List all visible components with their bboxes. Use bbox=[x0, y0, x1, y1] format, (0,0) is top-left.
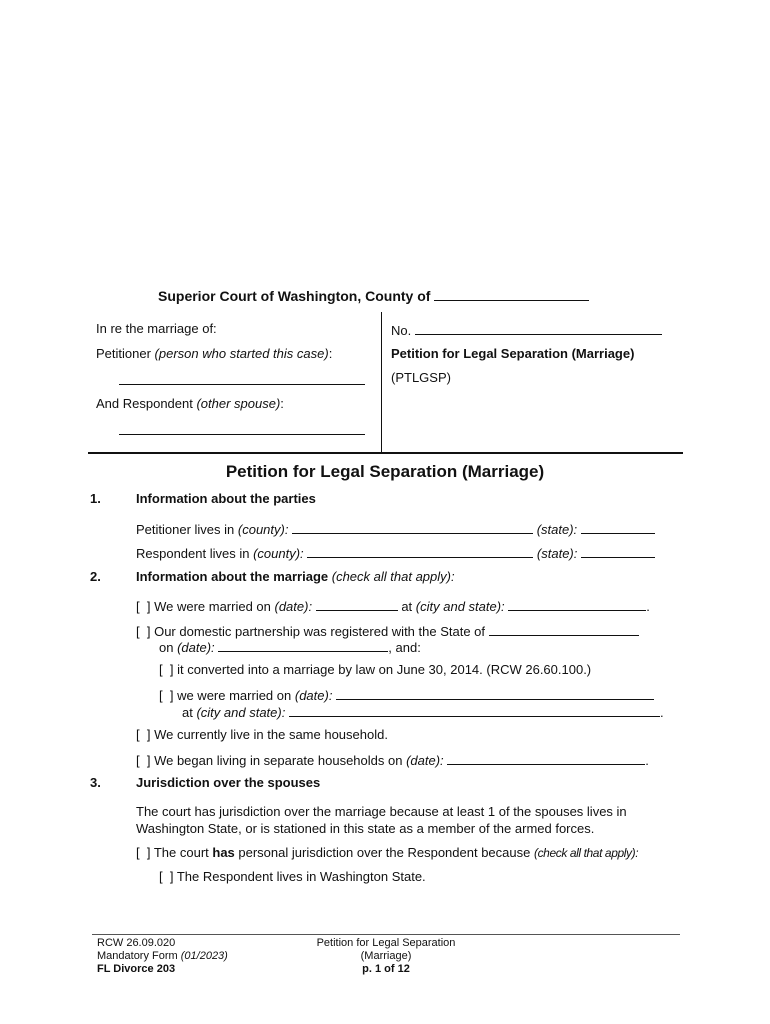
petitioner-residence-line: Petitioner lives in (county): (state): bbox=[136, 520, 655, 537]
same-household-option: [ ] We currently live in the same household. bbox=[136, 727, 388, 742]
we-married-place-field[interactable] bbox=[289, 703, 660, 717]
footer-center: Petition for Legal Separation (Marriage) p. 1 of 12 bbox=[286, 937, 486, 976]
section-2-number: 2. bbox=[90, 569, 101, 584]
checkbox[interactable]: [ ] bbox=[136, 624, 151, 639]
checkbox[interactable]: [ ] bbox=[159, 662, 174, 677]
marriage-place-field[interactable] bbox=[508, 597, 646, 611]
separate-households-option: [ ] We began living in separate households on (date): . bbox=[136, 753, 649, 768]
petitioner-label: Petitioner (person who started this case): bbox=[96, 346, 333, 361]
we-married-place-line: at (city and state): . bbox=[182, 705, 664, 720]
section-1-heading: Information about the parties bbox=[136, 491, 316, 506]
county-blank[interactable] bbox=[434, 287, 589, 301]
petitioner-county-field[interactable] bbox=[292, 520, 533, 534]
checkbox[interactable]: [ ] bbox=[136, 599, 151, 614]
caption-doc-code: (PTLGSP) bbox=[391, 370, 451, 385]
domestic-partnership-date-line: on (date): , and: bbox=[159, 640, 421, 655]
section-3-number: 3. bbox=[90, 775, 101, 790]
dp-state-field[interactable] bbox=[489, 622, 639, 636]
respondent-lives-wa-option: [ ] The Respondent lives in Washington State. bbox=[159, 869, 426, 884]
checkbox[interactable]: [ ] bbox=[136, 753, 151, 768]
respondent-state-field[interactable] bbox=[581, 544, 655, 558]
separation-date-field[interactable] bbox=[447, 751, 645, 765]
section-2-heading: Information about the marriage (check all that apply): bbox=[136, 569, 455, 584]
dp-date-field[interactable] bbox=[218, 638, 388, 652]
marriage-date-field[interactable] bbox=[316, 597, 398, 611]
page-number: p. 1 of 12 bbox=[362, 963, 410, 975]
checkbox[interactable]: [ ] bbox=[159, 688, 174, 703]
in-re-label: In re the marriage of: bbox=[96, 321, 217, 336]
checkbox[interactable]: [ ] bbox=[159, 869, 174, 884]
case-number: No. bbox=[391, 321, 662, 338]
page-title: Petition for Legal Separation (Marriage) bbox=[225, 462, 545, 481]
respondent-name-field[interactable] bbox=[119, 434, 365, 435]
jurisdiction-paragraph-line-1: The court has jurisdiction over the marriage because at least 1 of the spouses lives in bbox=[136, 804, 627, 819]
we-married-date-field[interactable] bbox=[336, 686, 654, 700]
petitioner-name-field[interactable] bbox=[119, 384, 365, 385]
married-on-option: [ ] We were married on (date): at (city and state): . bbox=[136, 599, 650, 614]
petitioner-state-field[interactable] bbox=[581, 520, 655, 534]
checkbox[interactable]: [ ] bbox=[136, 845, 151, 860]
court-title: Superior Court of Washington, County of bbox=[158, 287, 589, 304]
we-married-option: [ ] we were married on (date): bbox=[159, 686, 654, 703]
respondent-label: And Respondent (other spouse): bbox=[96, 396, 284, 411]
footer-left: RCW 26.09.020 Mandatory Form (01/2023) FL Divorce 203 bbox=[97, 937, 228, 975]
respondent-county-field[interactable] bbox=[307, 544, 533, 558]
section-3-heading: Jurisdiction over the spouses bbox=[136, 775, 321, 790]
respondent-residence-line: Respondent lives in (county): (state): bbox=[136, 544, 655, 561]
jurisdiction-paragraph-line-2: Washington State, or is stationed in this state as a member of the armed forces. bbox=[136, 821, 595, 836]
section-1-number: 1. bbox=[90, 491, 101, 506]
footer-rule bbox=[92, 934, 680, 935]
domestic-partnership-option: [ ] Our domestic partnership was registered with the State of bbox=[136, 622, 639, 639]
checkbox[interactable]: [ ] bbox=[136, 727, 151, 742]
caption-bottom-rule bbox=[88, 452, 683, 454]
converted-option: [ ] it converted into a marriage by law on June 30, 2014. (RCW 26.60.100.) bbox=[159, 662, 592, 677]
caption-divider bbox=[381, 312, 382, 452]
case-number-field[interactable] bbox=[415, 321, 662, 335]
caption-doc-title: Petition for Legal Separation (Marriage) bbox=[391, 346, 635, 361]
personal-jurisdiction-option: [ ] The court has personal jurisdiction over the Respondent because (check all that apply): bbox=[136, 845, 639, 860]
